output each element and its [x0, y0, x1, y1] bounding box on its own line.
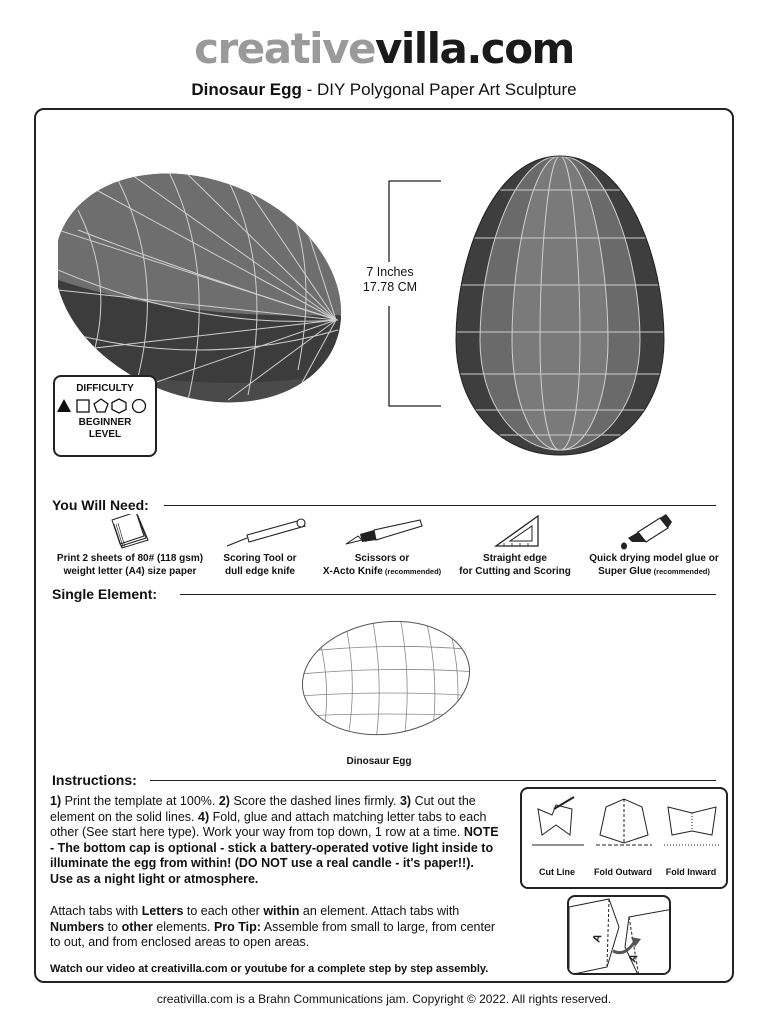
- fold-outward-diagram-icon: [594, 795, 654, 847]
- tab-matching-diagram: [567, 895, 671, 975]
- element-caption: Dinosaur Egg: [346, 756, 412, 767]
- legend-cut-line: Cut Line: [539, 867, 575, 877]
- instructions-note: NOTE - The bottom cap is optional - stick a battery-operated votive light inside to illuminate the egg from within! (DO NOT use a real candle - it's paper!!). Use as a night light or atmosphere.: [50, 825, 499, 886]
- triangle-ruler-icon: [494, 514, 540, 548]
- legend-fold-inward: Fold Inward: [665, 867, 717, 877]
- instructions-steps: 1) Print the template at 100%. 2) Score the dashed lines firmly. 3) Cut out the element on the solid lines. 4) Fold, glue and attach matching letter tabs to each other (See start here type). Work your way from top down, 1 row at a time. NOTE - The bottom cap is optional - stick a battery-operated votive light inside to illuminate the egg from within! (DO NOT use a real candle - it's paper!!). Use as a night light or atmosphere.: [50, 794, 499, 886]
- egg-wireframe-illustration: [300, 612, 478, 747]
- single-element-heading: Single Element:: [52, 586, 158, 602]
- fold-inward-diagram-icon: [662, 795, 722, 847]
- tool-label-straight-edge: Straight edge for Cutting and Scoring: [459, 553, 571, 577]
- logo-part-creative: creative: [194, 24, 375, 73]
- difficulty-level: [55, 417, 155, 441]
- height-bracket: [385, 180, 445, 410]
- tab-letter-left: A: [590, 932, 605, 945]
- page-title: [0, 80, 768, 100]
- cut-line-diagram-icon: [530, 795, 586, 847]
- instructions-heading: Instructions:: [52, 772, 137, 788]
- legend-fold-outward: Fold Outward: [594, 867, 652, 877]
- site-logo: [0, 24, 768, 73]
- xacto-knife-icon: [344, 518, 424, 548]
- tab-letter-right: A: [626, 952, 641, 965]
- glue-bottle-icon: [618, 514, 674, 550]
- divider: [150, 780, 716, 781]
- logo-part-villa: villa.com: [374, 24, 574, 73]
- height-cm: 17.78 CM: [362, 280, 418, 294]
- scoring-tool-icon: [225, 518, 307, 548]
- difficulty-level-line2: LEVEL: [88, 429, 122, 440]
- title-rest: - DIY Polygonal Paper Art Sculpture: [301, 80, 577, 99]
- difficulty-level-line1: BEGINNER: [78, 417, 132, 428]
- section-single-element: [52, 585, 716, 603]
- difficulty-badge: [53, 375, 157, 457]
- difficulty-shapes-icon: [57, 397, 153, 415]
- divider: [164, 505, 716, 506]
- you-will-need-heading: You Will Need:: [52, 497, 149, 513]
- video-note: Watch our video at creativilla.com or youtube for a complete step by step assembly.: [50, 962, 489, 975]
- instructions-body: [50, 794, 500, 977]
- height-inches: 7 Inches: [366, 265, 414, 279]
- tab-join-icon: [569, 897, 671, 975]
- section-you-will-need: [52, 496, 716, 514]
- footer-copyright: creativilla.com is a Brahn Communications jam. Copyright © 2022. All rights reserved.: [156, 992, 612, 1006]
- divider: [180, 594, 716, 595]
- tool-label-knife: Scissors or X-Acto Knife (recommended): [322, 553, 442, 577]
- paper-sheets-icon: [108, 514, 152, 550]
- line-legend: [520, 787, 728, 889]
- tool-label-scoring: Scoring Tool or dull edge knife: [223, 553, 297, 577]
- egg-upright-illustration: [452, 150, 668, 460]
- title-bold: Dinosaur Egg: [191, 80, 302, 99]
- height-measurement: [350, 265, 430, 295]
- tool-label-glue: Quick drying model glue or Super Glue (recommended): [589, 553, 719, 577]
- instructions-tabs-tip: Attach tabs with Letters to each other within an element. Attach tabs with Numbers to other elements. Pro Tip: Assemble from small to large, from center to out, and from enclosed areas to open areas.: [50, 904, 496, 949]
- tool-label-paper: Print 2 sheets of 80# (118 gsm) weight letter (A4) size paper: [56, 553, 204, 577]
- difficulty-heading: DIFFICULTY: [76, 383, 134, 394]
